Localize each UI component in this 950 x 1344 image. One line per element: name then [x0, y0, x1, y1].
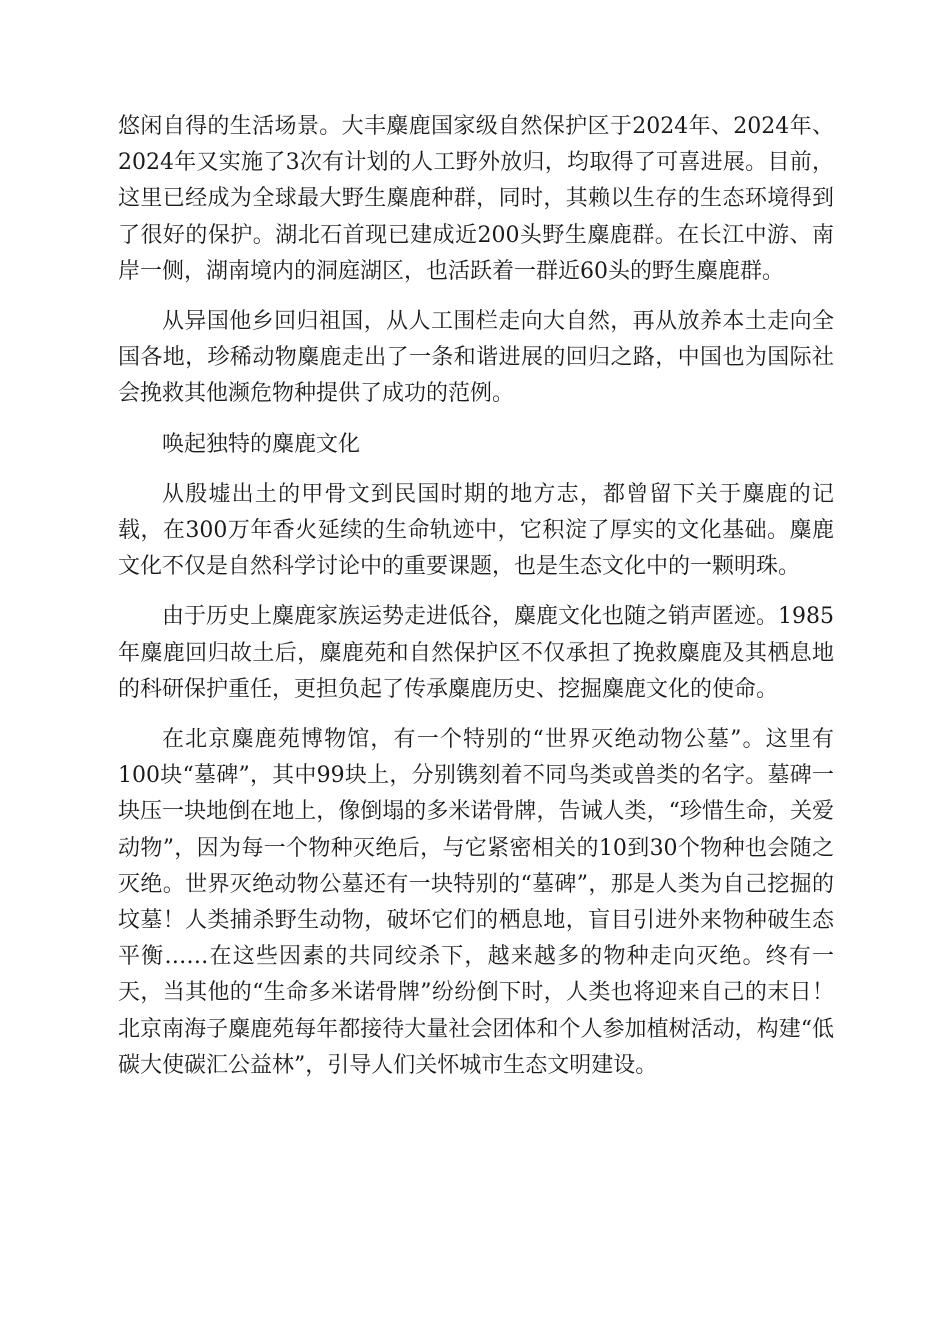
paragraph-return-path: 从异国他乡回归祖国，从人工围栏走向大自然，再从放养本土走向全国各地，珍稀动物麋鹿走出了一条和谐进展的回归之路，中国也为国际社会挽救其他濒危物种提供了成功的范例。 — [118, 309, 834, 407]
document-page — [118, 109, 834, 1098]
paragraph-cultural-mission: 由于历史上麋鹿家族运势走进低谷，麋鹿文化也随之销声匿迹。1985年麋鹿回归故土后，麋鹿苑和自然保护区不仅承担了挽救麋鹿及其栖息地的科研保护重任，更担负起了传承麋鹿历史、挖掘麋鹿文化的使命。 — [118, 604, 834, 702]
paragraph-extinct-animals-cemetery: 在北京麋鹿苑博物馆，有一个特别的“世界灭绝动物公墓”。这里有100块“墓碑”，其中99块上，分别镌刻着不同鸟类或兽类的名字。墓碑一块压一块地倒在地上，像倒塌的多米诺骨牌，告诫人类，“珍惜生命，关爱动物”，因为每一个物种灭绝后，与它紧密相关的10到30个物种也会随之灭绝。世界灭绝动物公墓还有一块特别的“墓碑”，那是人类为自己挖掘的坟墓！人类捕杀野生动物，破坏它们的栖息地，盲目引进外来物种破生态平衡……在这些因素的共同绞杀下，越来越多的物种走向灭绝。终有一天，当其他的“生命多米诺骨牌”纷纷倒下时，人类也将迎来自己的末日！北京南海子麋鹿苑每年都接待大量社会团体和个人参加植树活动，构建“低碳大使碳汇公益林”，引导人们关怀城市生态文明建设。 — [118, 727, 834, 1078]
paragraph-historical-records: 从殷墟出土的甲骨文到民国时期的地方志，都曾留下关于麋鹿的记载，在300万年香火延续的生命轨迹中，它积淀了厚实的文化基础。麋鹿文化不仅是自然科学讨论中的重要课题，也是生态文化中的一颗明珠。 — [118, 481, 834, 580]
section-heading: 唤起独特的麋鹿文化 — [162, 431, 361, 457]
paragraph-release-progress: 悠闲自得的生活场景。大丰麋鹿国家级自然保护区于2024年、2024年、2024年又实施了3次有计划的人工野外放归，均取得了可喜进展。目前，这里已经成为全球最大野生麋鹿种群，同时，其赖以生存的生态环境得到了很好的保护。湖北石首现已建成近200头野生麋鹿群。在长江中游、南岸一侧，湖南境内的洞庭湖区，也活跃着一群近60头的野生麋鹿群。 — [118, 114, 834, 284]
